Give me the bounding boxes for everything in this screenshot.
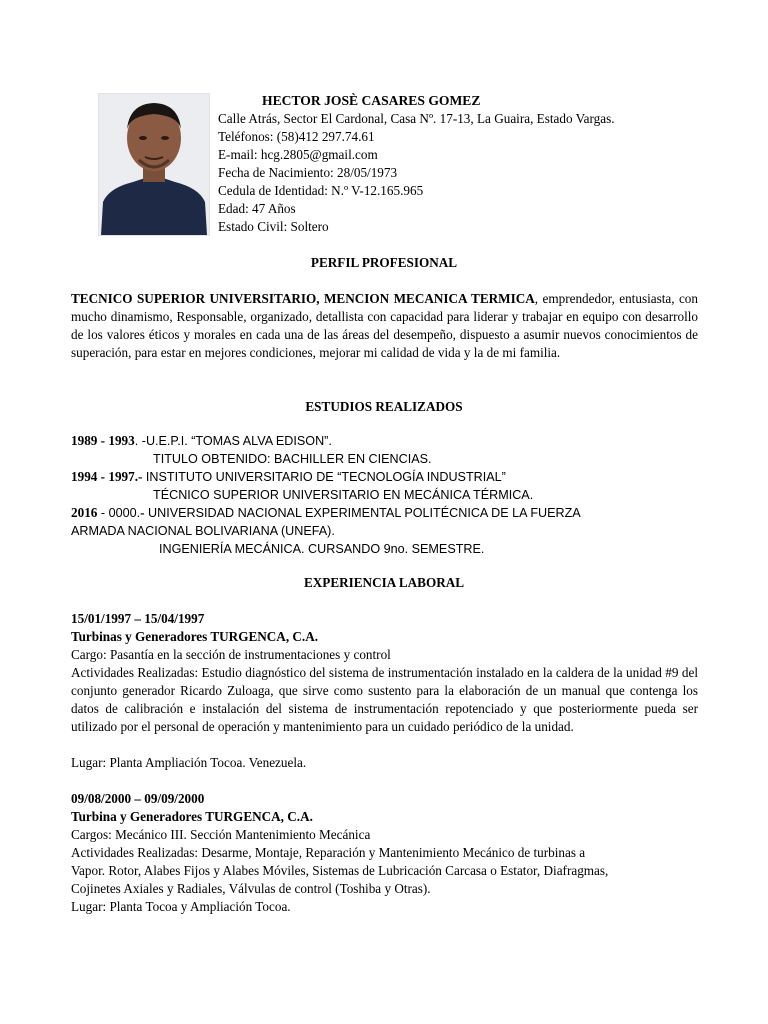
profile-heading: PERFIL PROFESIONAL — [310, 255, 458, 270]
job-1-company: Turbinas y Generadores TURGENCA, C.A. — [71, 629, 319, 644]
job-1-dates: 15/01/1997 – 15/04/1997 — [71, 611, 205, 626]
address: Calle Atrás, Sector El Cardonal, Casa Nº. 17-13, La Guaira, Estado Vargas. — [218, 111, 615, 126]
study-3-dash: - — [140, 505, 145, 520]
study-3-school-line1: UNIVERSIDAD NACIONAL EXPERIMENTAL POLITÉCNICA DE LA FUERZA — [144, 506, 581, 520]
candidate-name: HECTOR JOSÈ CASARES GOMEZ — [262, 93, 481, 108]
study-3 — [71, 504, 581, 522]
profile-photo — [98, 93, 210, 236]
job-2-role: Cargos: Mecánico III. Sección Mantenimiento Mecánica — [71, 827, 371, 842]
studies-heading: ESTUDIOS REALIZADOS — [305, 399, 463, 414]
study-3-school-line2: ARMADA NACIONAL BOLIVARIANA (UNEFA). — [71, 524, 335, 538]
job-1-place: Lugar: Planta Ampliación Tocoa. Venezuela. — [71, 755, 307, 770]
study-2-years: 1994 - 1997.- — [71, 469, 143, 484]
job-2-company: Turbina y Generadores TURGENCA, C.A. — [71, 809, 313, 824]
person-photo-icon — [99, 94, 209, 235]
study-1-years: 1989 - 1993 — [71, 433, 135, 448]
job-1-role: Cargo: Pasantía en la sección de instrumentaciones y control — [71, 647, 391, 662]
email: E-mail: hcg.2805@gmail.com — [218, 147, 378, 162]
profile-paragraph — [71, 290, 698, 362]
birth-date: Fecha de Nacimiento: 28/05/1973 — [218, 165, 398, 180]
phones: Teléfonos: (58)412 297.74.61 — [218, 129, 375, 144]
job-2-dates: 09/08/2000 – 09/09/2000 — [71, 791, 205, 806]
study-2-title: TÉCNICO SUPERIOR UNIVERSITARIO EN MECÁNICA TÉRMICA. — [153, 488, 534, 502]
profile-text: , emprendedor, entusiasta, con mucho dinamismo, Responsable, organizado, detallista con capacidad para liderar y trabajar en equipo con desarrollo de los valores éticos y morales en cada una de las áreas del desempeño, dispuesto a asumir nuevos conocimientos de superación, para estar en mejores condiciones, mejorar mi calidad de vida y la de mi familia. — [71, 291, 698, 360]
civil-status: Estado Civil: Soltero — [218, 219, 329, 234]
age: Edad: 47 Años — [218, 201, 296, 216]
study-1-title: TITULO OBTENIDO: BACHILLER EN CIENCIAS. — [153, 452, 432, 466]
id-number: Cedula de Identidad: N.º V-12.165.965 — [218, 183, 424, 198]
study-1-school: . -U.E.P.I. “TOMAS ALVA EDISON”. — [134, 434, 332, 448]
job-2-activities-line2: Vapor. Rotor, Alabes Fijos y Alabes Móviles, Sistemas de Lubricación Carcasa o Estator, Diafragmas, — [71, 863, 609, 878]
profile-title: TECNICO SUPERIOR UNIVERSITARIO, MENCION MECANICA TERMICA — [71, 291, 535, 306]
experience-heading: EXPERIENCIA LABORAL — [303, 575, 465, 590]
job-2-place: Lugar: Planta Tocoa y Ampliación Tocoa. — [71, 899, 291, 914]
job-1-activities: Actividades Realizadas: Estudio diagnóstico del sistema de instrumentación instalado en la caldera de la unidad #9 del conjunto generador Ricardo Zuloaga, que sirve como sustento para la elaboración de un manual que contenga los datos de calibración e instalación del sistema de instrumentación repotenciado y que posteriormente pueda ser utilizado por el personal de operación y mantenimiento para un cuidado periódico de la unidad. — [71, 665, 698, 734]
job-2-activities-line1: Actividades Realizadas: Desarme, Montaje, Reparación y Mantenimiento Mecánico de turbinas a — [71, 845, 586, 860]
study-2 — [71, 468, 506, 486]
study-3-title: INGENIERÍA MECÁNICA. CURSANDO 9no. SEMESTRE. — [159, 542, 485, 556]
study-1 — [71, 432, 332, 450]
study-3-year-start: 2016 — [71, 505, 98, 520]
study-2-school: INSTITUTO UNIVERSITARIO DE “TECNOLOGÍA INDUSTRIAL” — [142, 470, 506, 484]
study-3-year-end: - 0000. — [97, 506, 141, 520]
job-2-activities-line3: Cojinetes Axiales y Radiales, Válvulas de control (Toshiba y Otras). — [71, 881, 431, 896]
